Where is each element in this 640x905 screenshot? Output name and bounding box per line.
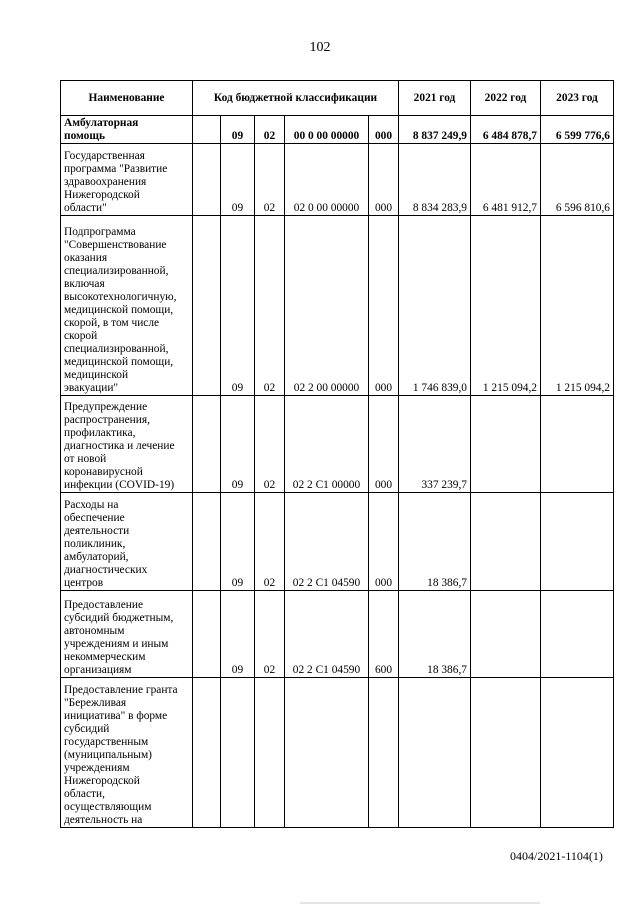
table-row — [61, 591, 614, 678]
table-row — [61, 493, 614, 591]
header-2022: 2022 год — [471, 81, 541, 116]
row-target: 02 2 00 00000 — [285, 216, 369, 396]
row-spacer — [193, 116, 221, 144]
row-expense-type: 000 — [369, 116, 399, 144]
row-subsection: 02 — [255, 396, 285, 493]
row-spacer — [193, 493, 221, 591]
document-code: 0404/2021-1104(1) — [510, 849, 603, 863]
row-target: 02 2 C1 04590 — [285, 591, 369, 678]
row-subsection — [255, 678, 285, 828]
row-expense-type: 000 — [369, 396, 399, 493]
row-amount-2021: 8 837 249,9 — [399, 116, 471, 144]
table-row — [61, 678, 614, 828]
row-amount-2023 — [541, 591, 614, 678]
row-spacer — [193, 591, 221, 678]
table-row — [61, 116, 614, 144]
row-amount-2023: 1 215 094,2 — [541, 216, 614, 396]
row-expense-type: 600 — [369, 591, 399, 678]
row-amount-2022 — [471, 493, 541, 591]
row-amount-2021: 337 239,7 — [399, 396, 471, 493]
row-amount-2022 — [471, 678, 541, 828]
table-header-row — [61, 81, 614, 116]
row-amount-2021: 18 386,7 — [399, 493, 471, 591]
row-section — [221, 678, 255, 828]
row-amount-2023 — [541, 396, 614, 493]
row-amount-2023 — [541, 678, 614, 828]
row-name: Государственная программа "Развитие здравоохранения Нижегородской области" — [61, 144, 193, 216]
row-amount-2021: 18 386,7 — [399, 591, 471, 678]
row-expense-type: 000 — [369, 144, 399, 216]
budget-table — [60, 80, 614, 828]
row-amount-2021: 8 834 283,9 — [399, 144, 471, 216]
row-expense-type: 000 — [369, 216, 399, 396]
row-amount-2023: 6 596 810,6 — [541, 144, 614, 216]
header-2021: 2021 год — [399, 81, 471, 116]
row-spacer — [193, 678, 221, 828]
row-section: 09 — [221, 591, 255, 678]
row-subsection: 02 — [255, 591, 285, 678]
row-target — [285, 678, 369, 828]
table-row — [61, 396, 614, 493]
header-name: Наименование — [61, 81, 193, 116]
table-row — [61, 144, 614, 216]
row-name: Предоставление гранта "Бережливая инициатива" в форме субсидий государственным (муниципальным) учреждениям Нижегородской области, осуществляющим деятельность на — [61, 678, 193, 828]
scan-artifact-line — [300, 902, 540, 904]
row-target: 02 0 00 00000 — [285, 144, 369, 216]
row-spacer — [193, 144, 221, 216]
row-name: Подпрограмма "Совершенствование оказания специализированной, включая высокотехнологичную, медицинской помощи, скорой, в том числе скорой специализированной, медицинской помощи, медицинской эвакуации" — [61, 216, 193, 396]
row-subsection: 02 — [255, 493, 285, 591]
row-spacer — [193, 396, 221, 493]
row-amount-2022 — [471, 396, 541, 493]
row-name: Предупреждение распространения, профилактика, диагностика и лечение от новой коронавирусной инфекции (COVID-19) — [61, 396, 193, 493]
row-target: 02 2 C1 04590 — [285, 493, 369, 591]
row-amount-2023: 6 599 776,6 — [541, 116, 614, 144]
row-subsection: 02 — [255, 144, 285, 216]
row-amount-2021: 1 746 839,0 — [399, 216, 471, 396]
row-subsection: 02 — [255, 116, 285, 144]
row-name: Амбулаторная помощь — [61, 116, 193, 144]
row-section: 09 — [221, 493, 255, 591]
row-amount-2021 — [399, 678, 471, 828]
page-number: 102 — [309, 40, 331, 55]
header-2023: 2023 год — [541, 81, 614, 116]
row-target: 02 2 C1 00000 — [285, 396, 369, 493]
table-body — [61, 116, 614, 828]
row-expense-type — [369, 678, 399, 828]
row-amount-2022: 6 484 878,7 — [471, 116, 541, 144]
header-budget-code: Код бюджетной классификации — [193, 81, 399, 116]
row-section: 09 — [221, 116, 255, 144]
row-section: 09 — [221, 216, 255, 396]
row-section: 09 — [221, 396, 255, 493]
row-subsection: 02 — [255, 216, 285, 396]
row-spacer — [193, 216, 221, 396]
row-amount-2022: 1 215 094,2 — [471, 216, 541, 396]
row-section: 09 — [221, 144, 255, 216]
row-target: 00 0 00 00000 — [285, 116, 369, 144]
row-expense-type: 000 — [369, 493, 399, 591]
row-amount-2022: 6 481 912,7 — [471, 144, 541, 216]
table-row — [61, 216, 614, 396]
row-name: Предоставление субсидий бюджетным, автономным учреждениям и иным некоммерческим организациям — [61, 591, 193, 678]
row-amount-2022 — [471, 591, 541, 678]
row-name: Расходы на обеспечение деятельности поликлиник, амбулаторий, диагностических центров — [61, 493, 193, 591]
row-amount-2023 — [541, 493, 614, 591]
